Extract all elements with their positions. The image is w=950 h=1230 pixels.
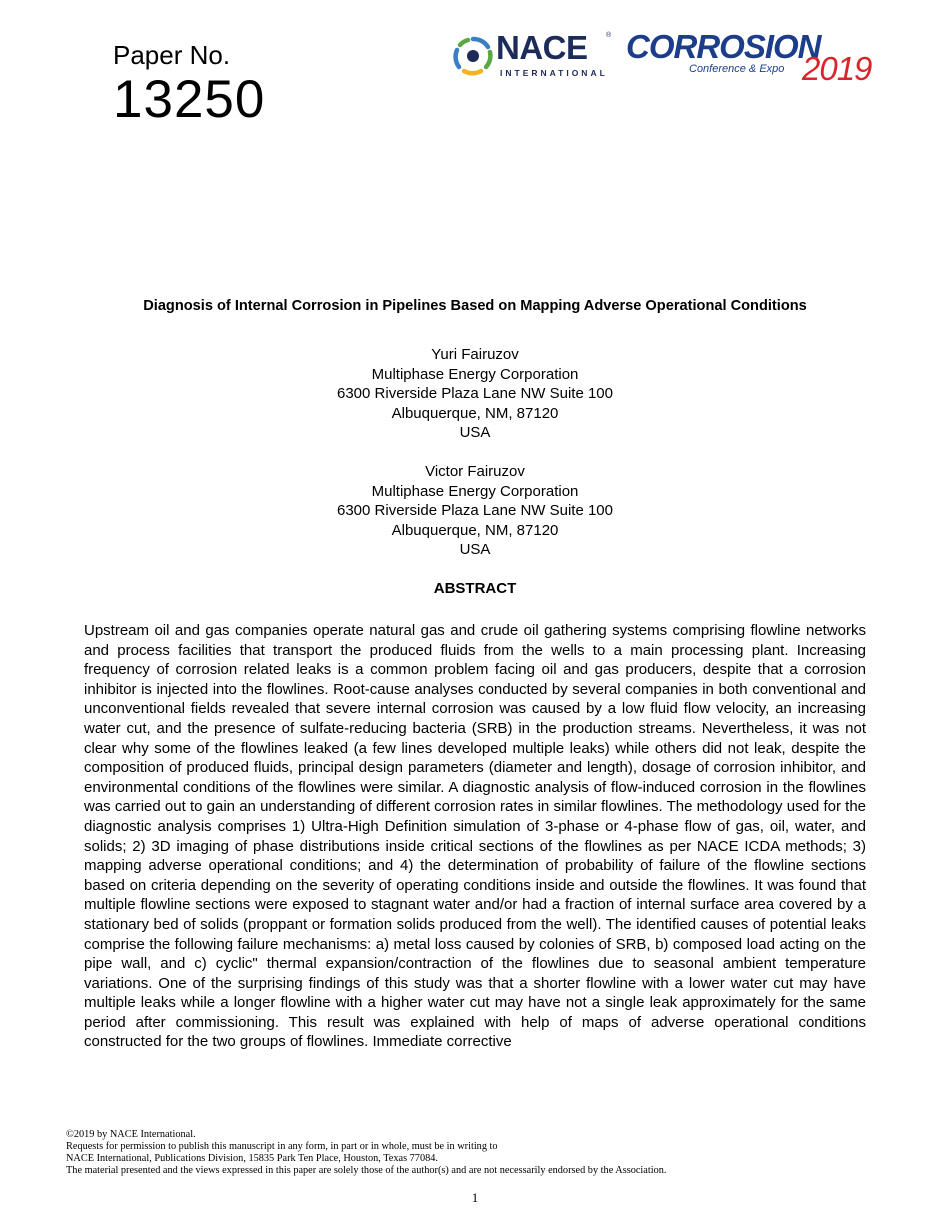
registered-mark: ® [606, 32, 612, 39]
author-address: 6300 Riverside Plaza Lane NW Suite 100 [337, 502, 613, 520]
nace-wordmark: NACE [496, 29, 588, 66]
author-block [0, 345, 950, 443]
nace-emblem-icon [452, 35, 494, 77]
author-city: Albuquerque, NM, 87120 [391, 404, 559, 422]
corrosion-wordmark: CORROSION [626, 28, 821, 65]
author-country: USA [459, 424, 491, 442]
author-city: Albuquerque, NM, 87120 [391, 521, 559, 539]
paper-number-label: Paper No. [113, 40, 231, 70]
paper-number-block [113, 40, 265, 128]
paper-title: Diagnosis of Internal Corrosion in Pipelines Based on Mapping Adverse Operational Conditions [143, 298, 807, 314]
abstract-body: Upstream oil and gas companies operate natural gas and crude oil gathering systems comprising flowline networks and process facilities that transport the produced fluids from the wells to a main processing plant. Increasing frequency of corrosion related leaks is a common problem facing oil and gas producers, despite that a corrosion inhibitor is injected into the flowlines. Root-cause analyses conducted by several companies in both conventional and unconventional fields revealed that severe internal corrosion was caused by a low fluid flow velocity, an increasing water cut, and the presence of sulfate-reducing bacteria (SRB) in the production streams. Nevertheless, it was not clear why some of the flowlines leaked (a few lines developed multiple leaks) while others did not leak, despite the composition of produced fluids, principal design parameters (diameter and length), dosage of corrosion inhibitor, and environmental conditions of the flowlines were similar. A diagnostic analysis of flow-induced corrosion in the flowlines was carried out to gain an understanding of different corrosion rates in similar flowlines. The methodology used for the diagnostic analysis comprises 1) Ultra-High Definition simulation of 3-phase or 4-phase flow of gas, oil, water, and solids; 2) 3D imaging of phase distributions inside critical sections of the flowlines as per NACE ICDA methods; 3) mapping adverse operational conditions; and 4) the determination of probability of failure of the flowline sections based on criteria depending on the severity of operating conditions inside and outside the flowlines. It was found that multiple flowline sections were exposed to stagnant water and/or had a fraction of internal surface area covered by a stationary bed of solids (proppant or formation solids produced from the well). The identified causes of potential leaks comprise the following failure mechanisms: a) metal loss caused by colonies of SRB, b) composed load acting on the pipe wall, and c) cyclic" thermal expansion/contraction of the flowlines due to seasonal ambient temperature variations. One of the surprising findings of this study was that a shorter flowline with a lower water cut may have multiple leaks while a longer flowline with a higher water cut may have not a single leak approximately for the same period after commissioning. This result was explained with help of maps of adverse operational conditions constructed for the two groups of flowlines. Immediate corrective [84, 622, 866, 1051]
page-number: 1 [471, 1190, 479, 1205]
disclaimer-line: The material presented and the views expressed in this paper are solely those of the author(s) and are not necessarily endorsed by the Association. [66, 1165, 667, 1176]
author-name: Victor Fairuzov [425, 463, 525, 480]
author-block [0, 462, 950, 560]
nace-logo [452, 29, 620, 79]
conference-year: 2019 [802, 50, 872, 87]
author-country: USA [459, 541, 491, 559]
nace-subtitle: INTERNATIONAL [500, 68, 608, 78]
author-name: Yuri Fairuzov [431, 346, 519, 363]
copyright-footer [66, 1129, 926, 1177]
author-organization: Multiphase Energy Corporation [371, 365, 579, 383]
paper-number: 13250 [113, 70, 266, 129]
permission-line: Requests for permission to publish this manuscript in any form, in part or in whole, must be in writing to [66, 1141, 498, 1152]
copyright-line: ©2019 by NACE International. [66, 1129, 196, 1140]
abstract-heading: ABSTRACT [433, 580, 517, 597]
author-organization: Multiphase Energy Corporation [371, 482, 579, 500]
publisher-address-line: NACE International, Publications Division, 15835 Park Ten Place, Houston, Texas 77084. [66, 1153, 438, 1164]
corrosion-conference-logo [626, 30, 886, 86]
conference-expo-label: Conference & Expo [689, 63, 785, 75]
author-address: 6300 Riverside Plaza Lane NW Suite 100 [337, 385, 613, 403]
